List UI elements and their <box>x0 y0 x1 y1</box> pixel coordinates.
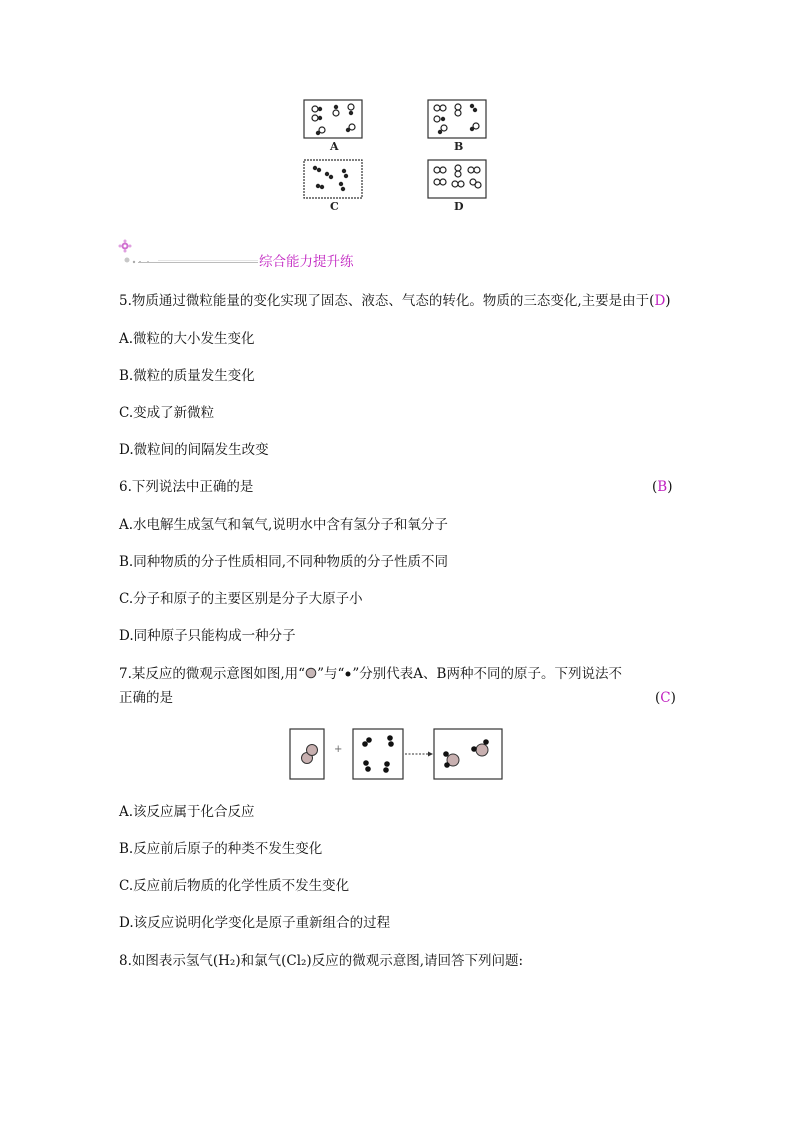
question-7-text <box>119 664 622 684</box>
question-7-stem-part3: ”分别代表A、B两种不同的原子。下列说法不 <box>352 666 622 682</box>
question-5-option-a: A.微粒的大小发生变化 <box>119 331 255 347</box>
flower-line-icon <box>118 238 260 268</box>
reaction-diagram <box>289 727 505 781</box>
answer-letter: D <box>654 293 666 309</box>
answer-close-paren: ) <box>665 293 671 309</box>
question-5-option-d: D.微粒间的间隔发生改变 <box>119 442 269 458</box>
answer-letter: B <box>657 479 668 495</box>
answer-close-paren: ) <box>667 479 673 495</box>
plus-sign: + <box>334 744 343 755</box>
box-b <box>428 100 486 138</box>
question-7-stem-part2: ”与“ <box>317 666 345 682</box>
question-5-option-c: C.变成了新微粒 <box>119 405 215 421</box>
figure-label-d: D <box>454 200 464 213</box>
question-6-text: 6.下列说法中正确的是 <box>119 479 254 495</box>
question-7-answer <box>655 688 676 708</box>
figure-label-b: B <box>454 140 464 153</box>
answer-open-paren: ( <box>655 690 661 706</box>
reaction-diagram-svg <box>289 727 505 781</box>
section-decoration <box>118 238 260 268</box>
figure-label-c: C <box>330 200 339 213</box>
question-8-text: 8.如图表示氢气(H₂)和氯气(Cl₂)反应的微观示意图,请回答下列问题: <box>119 953 524 969</box>
question-7-text-line2: 正确的是 <box>119 690 173 706</box>
question-6-option-c: C.分子和原子的主要区别是分子大原子小 <box>119 591 363 607</box>
question-5-stem: 5.物质通过微粒能量的变化实现了固态、液态、气态的转化。物质的三态变化,主要是由于 <box>119 293 650 309</box>
question-5-answer <box>649 293 670 309</box>
answer-letter: C <box>660 690 671 706</box>
answer-close-paren: ) <box>670 690 676 706</box>
question-6-option-b: B.同种物质的分子性质相同,不同种物质的分子性质不同 <box>119 554 449 570</box>
question-6-option-d: D.同种原子只能构成一种分子 <box>119 628 296 644</box>
question-5-text <box>119 291 671 311</box>
box-c <box>304 160 362 198</box>
question-5-option-b: B.微粒的质量发生变化 <box>119 368 255 384</box>
question-7-option-d: D.该反应说明化学变化是原子重新组合的过程 <box>119 915 391 931</box>
figure-label-a: A <box>330 140 339 153</box>
question-7-stem-part1: 7.某反应的微观示意图如图,用“ <box>119 666 306 682</box>
question-7-option-a: A.该反应属于化合反应 <box>119 804 255 820</box>
box-d <box>428 160 486 198</box>
section-title: 综合能力提升练 <box>259 254 354 270</box>
question-7-option-b: B.反应前后原子的种类不发生变化 <box>119 841 323 857</box>
box-a <box>304 100 362 138</box>
question-7-option-c: C.反应前后物质的化学性质不发生变化 <box>119 878 350 894</box>
answer-open-paren: ( <box>652 479 658 495</box>
question-6-answer <box>652 477 672 497</box>
atom-a-icon <box>305 667 317 679</box>
answer-open-paren: ( <box>649 293 655 309</box>
question-6-option-a: A.水电解生成氢气和氧气,说明水中含有氢分子和氧分子 <box>119 517 448 533</box>
